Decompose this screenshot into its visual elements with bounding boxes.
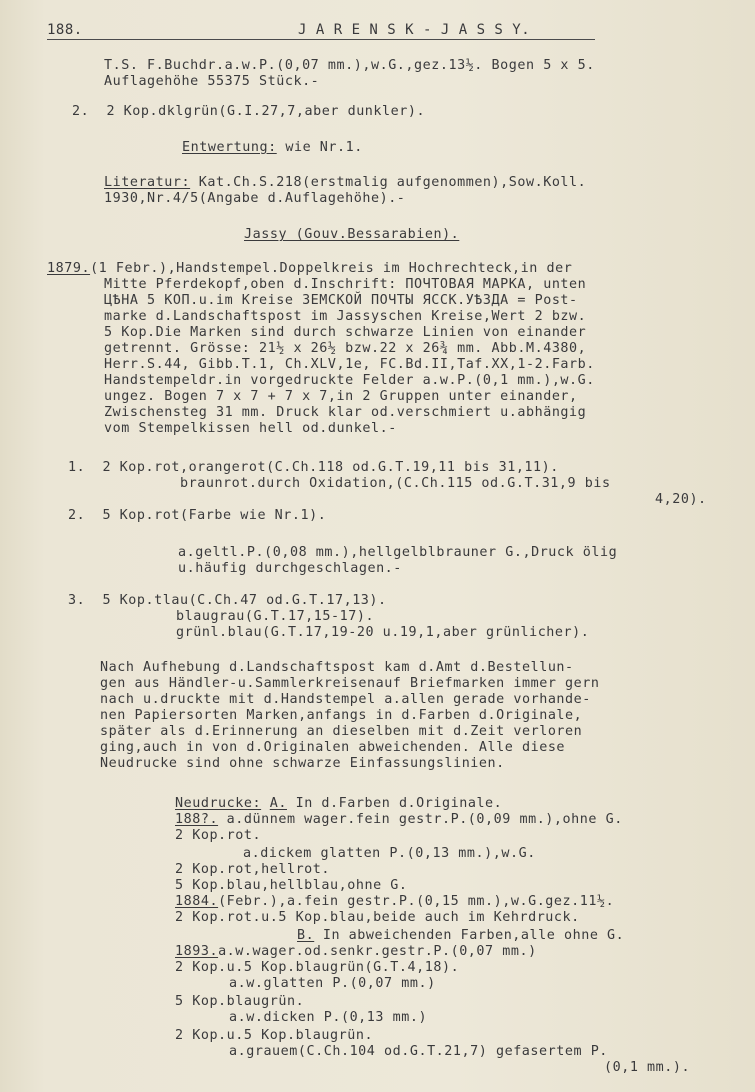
text-line: Mitte Pferdekopf,oben d.Inschrift: ПОЧТОВАЯ МАРКА, unten	[104, 277, 587, 292]
cancel-line	[182, 140, 363, 156]
list-item: 2. 2 Kop.dklgrün(G.I.27,7,aber dunkler).	[72, 104, 426, 119]
text-line: a.geltl.P.(0,08 mm.),hellgelblbrauner G.,Druck ölig	[178, 545, 618, 560]
text-line: marke d.Landschaftspost im Jassyschen Kreise,Wert 2 bzw.	[104, 309, 587, 324]
text-line: Handstempeldr.in vorgedruckte Felder a.w.P.(0,1 mm.),w.G.	[104, 373, 595, 388]
group-b-text: In abweichenden Farben,alle ohne G.	[314, 928, 625, 943]
text-line: 1930,Nr.4/5(Angabe d.Auflagehöhe).-	[104, 191, 406, 206]
text-line: (0,1 mm.).	[604, 1060, 691, 1075]
reprint-text: (Febr.),a.fein gestr.P.(0,15 mm.),w.G.gez.11½.	[218, 894, 615, 909]
list-item: 1. 2 Kop.rot,orangerot(C.Ch.118 od.G.T.19,11 bis 31,11).	[68, 460, 559, 475]
text-line: 2 Kop.rot.u.5 Kop.blau,beide auch im Kehrdruck.	[175, 910, 580, 925]
text-line: nen Papiersorten Marken,anfangs in d.Farben d.Originale,	[100, 708, 583, 723]
text-line: 5 Kop.Die Marken sind durch schwarze Linien von einander	[104, 325, 587, 340]
text-line: u.häufig durchgeschlagen.-	[178, 561, 402, 576]
page-number: 188.	[47, 22, 83, 38]
text-line: 5 Kop.blaugrün.	[175, 994, 305, 1009]
text-line: Auflagehöhe 55375 Stück.-	[104, 74, 320, 89]
year-label: 1884.	[175, 894, 219, 909]
text-line: grünl.blau(G.T.17,19-20 u.19,1,aber grünlicher).	[176, 625, 590, 640]
text-line: ging,auch in von d.Originalen abweichenden. Alle diese	[100, 740, 566, 755]
group-b-line	[297, 928, 624, 944]
text-line: a.w.glatten P.(0,07 mm.)	[229, 976, 436, 991]
text-line: 2 Kop.u.5 Kop.blaugrün.	[175, 1028, 374, 1043]
year-label: 188?.	[175, 812, 219, 827]
reprint-year-line	[175, 812, 623, 828]
reprint-text: a.dünnem wager.fein gestr.P.(0,09 mm.),ohne G.	[218, 812, 623, 827]
text-line: a.dickem glatten P.(0,13 mm.),w.G.	[243, 846, 536, 861]
text-line: gen aus Händler-u.Sammlerkreisenauf Briefmarken immer gern	[100, 676, 600, 691]
text-line: ЦѢНА 5 КОП.u.im Kreise ЗЕМСКОЙ ПОЧТЫ ЯССК.УѢЗДА = Post-	[104, 293, 578, 308]
text-line: T.S. F.Buchdr.a.w.P.(0,07 mm.),w.G.,gez.13½. Bogen 5 x 5.	[104, 58, 595, 73]
text-line: a.grauem(C.Ch.104 od.G.T.21,7) gefasertem P.	[229, 1044, 608, 1059]
text-line: getrennt. Grösse: 21½ x 26½ bzw.22 x 26¾ mm. Abb.M.4380,	[104, 341, 587, 356]
text-line: 2 Kop.rot.	[175, 828, 262, 843]
reprint-year-line	[175, 944, 537, 960]
reprints-label: Neudrucke:	[175, 796, 262, 811]
year-label: 1893.	[175, 944, 219, 959]
header-rule	[47, 39, 595, 40]
literature-label: Literatur:	[104, 175, 191, 190]
text-line: vom Stempelkissen hell od.dunkel.-	[104, 421, 397, 436]
literature-line	[104, 175, 586, 191]
text-line: 2 Kop.rot,hellrot.	[175, 862, 331, 877]
text-line: braunrot.durch Oxidation,(C.Ch.115 od.G.T.31,9 bis	[180, 476, 611, 491]
text-line: ungez. Bogen 7 x 7 + 7 x 7,in 2 Gruppen unter einander,	[104, 389, 578, 404]
text-line: blaugrau(G.T.17,15-17).	[176, 609, 375, 624]
group-a-text: In d.Farben d.Originale.	[286, 796, 503, 811]
group-a-label: A.	[269, 796, 287, 811]
literature-text: Kat.Ch.S.218(erstmalig aufgenommen),Sow.Koll.	[190, 175, 587, 190]
text-line: 4,20).	[655, 492, 707, 507]
section-heading: Jassy (Gouv.Bessarabien).	[244, 227, 460, 242]
text-line: a.w.dicken P.(0,13 mm.)	[229, 1010, 428, 1025]
list-item: 3. 5 Kop.tlau(C.Ch.47 od.G.T.17,13).	[68, 593, 387, 608]
list-item: 2. 5 Kop.rot(Farbe wie Nr.1).	[68, 508, 327, 523]
text-line: 2 Kop.u.5 Kop.blaugrün(G.T.4,18).	[175, 960, 460, 975]
cancel-label: Entwertung:	[182, 140, 277, 155]
group-b-label: B.	[297, 928, 315, 943]
reprint-year-line	[175, 894, 614, 910]
cancel-text: wie Nr.1.	[276, 140, 363, 155]
text-line: später als d.Erinnerung an dieselben mit d.Zeit verloren	[100, 724, 583, 739]
reprint-text: a.w.wager.od.senkr.gestr.P.(0,07 mm.)	[218, 944, 537, 959]
intro-first-line	[47, 261, 572, 277]
text-line: Herr.S.44, Gibb.T.1, Ch.XLV,1e, FC.Bd.II,Taf.XX,1-2.Farb.	[104, 357, 595, 372]
year-label: 1879.	[47, 261, 91, 276]
running-title: J A R E N S K - J A S S Y.	[298, 22, 531, 38]
intro-text: (1 Febr.),Handstempel.Doppelkreis im Hochrechteck,in der	[90, 261, 573, 276]
text-line: Neudrucke sind ohne schwarze Einfassungslinien.	[100, 756, 505, 771]
reprints-heading	[175, 796, 502, 812]
text-line: Nach Aufhebung d.Landschaftspost kam d.Amt d.Bestellun-	[100, 660, 574, 675]
text-line: Zwischensteg 31 mm. Druck klar od.verschmiert u.abhängig	[104, 405, 587, 420]
text-line: 5 Kop.blau,hellblau,ohne G.	[175, 878, 408, 893]
text-line: nach u.druckte mit d.Handstempel a.allen gerade vorhande-	[100, 692, 591, 707]
